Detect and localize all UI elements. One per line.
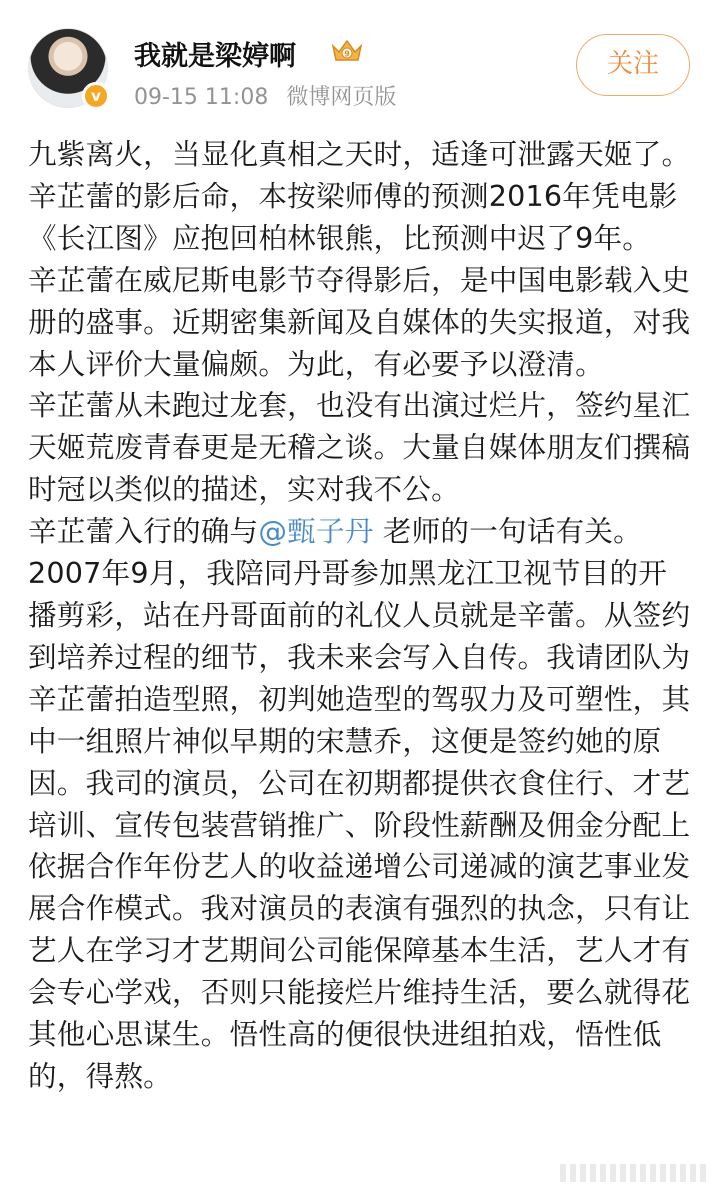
username[interactable]: 我就是梁婷啊 <box>134 41 296 72</box>
post-paragraph: 九紫离火，当显化真相之天时，适逢可泄露天姬了。 <box>28 137 691 171</box>
post-meta <box>134 80 396 111</box>
post-paragraph: 辛芷蕾的影后命，本按梁师傅的预测2016年凭电影《长江图》应抱回柏林银熊，比预测中迟了9年。 <box>28 178 678 255</box>
post-text: 老师的一句话有关。 <box>373 514 642 549</box>
verified-icon: v <box>82 82 110 110</box>
avatar[interactable] <box>28 28 108 108</box>
mention-link[interactable]: @甄子丹 <box>258 514 374 549</box>
post-paragraph <box>28 511 692 553</box>
crown-icon <box>330 36 364 64</box>
post-source: 微博网页版 <box>286 85 397 110</box>
post-body <box>28 134 692 1098</box>
post-paragraph: 2007年9月，我陪同丹哥参加黑龙江卫视节目的开播剪彩，站在丹哥面前的礼仪人员就是辛蕾。从签约到培养过程的细节，我未来会写入自传。我请团队为辛芷蕾拍造型照，初判她造型的驾驭力及可塑性，其中一组照片神似早期的宋慧乔，这便是签约她的原因。我司的演员，公司在初期都提供衣食住行、才艺培训、宣传包装营销推广、阶段性薪酬及佣金分配上依据合作年份艺人的收益递增公司递减的演艺事业发展合作模式。我对演员的表演有强烈的执念，只有让艺人在学习才艺期间公司能保障基本生活，艺人才有会专心学戏，否则只能接烂片维持生活，要么就得花其他心思谋生。悟性高的便很快进组拍戏，悟性低的，得熬。 <box>28 556 691 1093</box>
follow-button[interactable]: 关注 <box>576 34 690 96</box>
post-header <box>0 0 720 120</box>
post-paragraph: 辛芷蕾在威尼斯电影节夺得影后，是中国电影载入史册的盛事。近期密集新闻及自媒体的失实报道，对我本人评价大量偏颇。为此，有必要予以澄清。 <box>28 262 691 381</box>
post-text: 辛芷蕾入行的确与 <box>28 514 259 549</box>
svg-text:9: 9 <box>344 49 350 59</box>
watermark <box>560 1164 710 1182</box>
post-paragraph: 辛芷蕾从未跑过龙套，也没有出演过烂片，签约星汇天姬荒废青春更是无稽之谈。大量自媒体朋友们撰稿时冠以类似的描述，实对我不公。 <box>28 388 691 507</box>
post-timestamp: 09-15 11:08 <box>134 85 269 110</box>
